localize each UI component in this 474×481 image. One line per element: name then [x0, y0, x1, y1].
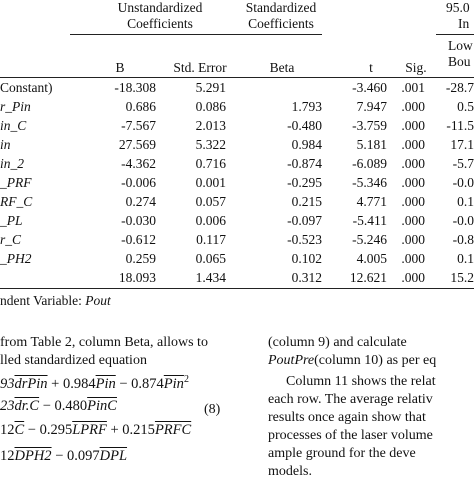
cell-sig: .000	[401, 251, 425, 266]
row-label: _PH2	[0, 251, 32, 266]
cell-b: -7.567	[121, 118, 156, 133]
eq3-var2: LPRF	[72, 422, 107, 438]
cell-std-error: 0.065	[195, 251, 226, 266]
cell-sig: .000	[401, 194, 425, 209]
cell-std-error: 5.291	[195, 80, 226, 95]
header-rule-unstandardized	[70, 34, 232, 35]
row-label: Constant)	[0, 80, 53, 95]
equation-number: (8)	[204, 402, 221, 417]
cell-lower-bound: -28.7	[445, 80, 474, 95]
cell-std-error: 2.013	[195, 118, 226, 133]
cell-sig: .000	[401, 270, 425, 285]
header-unstandardized-line2: Coefficients	[127, 16, 193, 31]
body-text-right-line6: processes of the laser volume	[268, 428, 433, 443]
row-label: _PRF	[0, 175, 32, 190]
cell-b: 27.569	[118, 137, 156, 152]
cell-std-error: 0.117	[196, 232, 226, 247]
body-text-right-line5: results once again show that	[268, 410, 426, 425]
footnote-variable: Pout	[85, 293, 111, 308]
cell-sig: .000	[401, 137, 425, 152]
cell-beta: 0.312	[291, 270, 322, 285]
equation-line-1	[0, 374, 189, 393]
header-lower-line2: Bou	[448, 54, 471, 69]
cell-sig: .000	[401, 232, 425, 247]
right-line2-rest: (column 10) as per eq	[314, 353, 437, 368]
cell-std-error: 0.716	[195, 156, 226, 171]
eq4-coef: 12	[0, 448, 15, 464]
cell-b: 0.274	[125, 194, 156, 209]
cell-sig: .000	[401, 118, 425, 133]
cell-std-error: 5.322	[195, 137, 226, 152]
eq2-coef: 23	[0, 398, 15, 414]
cell-lower-bound: -11.5	[446, 118, 474, 133]
body-text-right-line4: each row. The average relativ	[268, 392, 433, 407]
eq3-var3: PRFC	[154, 422, 192, 438]
cell-lower-bound: -0.0	[452, 213, 474, 228]
table-footnote	[0, 291, 111, 310]
cell-lower-bound: 15.2	[450, 270, 474, 285]
body-text-right-line7: ample ground for the deve	[268, 446, 416, 461]
eq1-exponent: 2	[183, 374, 189, 385]
eq3-var1: $\overline{C}$	[14, 422, 25, 438]
eq4-var1: DPH2	[14, 448, 52, 464]
eq2-term2: − 0.480	[39, 398, 88, 414]
cell-beta: 1.793	[291, 99, 322, 114]
cell-b: -0.006	[121, 175, 156, 190]
equation-line-4	[0, 448, 127, 465]
cell-sig: .000	[401, 213, 425, 228]
cell-beta: -0.295	[287, 175, 322, 190]
eq3-coef: 12	[0, 422, 15, 438]
row-label: _PL	[0, 213, 23, 228]
cell-lower-bound: -0.8	[452, 232, 474, 247]
header-standardized-line1: Standardized	[245, 0, 317, 15]
eq2-var1: dr.C	[14, 398, 40, 414]
row-label: in_2	[0, 156, 25, 171]
cell-t: -3.460	[352, 80, 387, 95]
eq1-term3: − 0.874	[115, 375, 164, 392]
body-text-right-line3: Column 11 shows the relat	[286, 374, 436, 389]
header-standardized-line2: Coefficients	[248, 16, 314, 31]
header-ci-line1: 95.0	[446, 0, 470, 15]
cell-beta: -0.874	[287, 156, 322, 171]
cell-lower-bound: 0.5	[457, 99, 474, 114]
column-beta: Beta	[269, 60, 295, 75]
cell-t: -5.411	[352, 213, 387, 228]
footnote-prefix: ndent Variable:	[0, 293, 86, 308]
cell-b: 18.093	[118, 270, 156, 285]
cell-t: -6.089	[352, 156, 387, 171]
cell-b: 0.686	[125, 99, 156, 114]
body-text-right-line8: models.	[268, 464, 312, 479]
cell-lower-bound: -5.7	[452, 156, 474, 171]
column-b: B	[115, 60, 125, 75]
eq3-term2: − 0.295	[24, 422, 73, 438]
column-std-error: Std. Error	[173, 60, 227, 75]
cell-b: -0.612	[121, 232, 156, 247]
cell-std-error: 0.006	[195, 213, 226, 228]
cell-b: 0.259	[125, 251, 156, 266]
cell-lower-bound: 17.1	[450, 137, 474, 152]
header-unstandardized	[100, 0, 220, 32]
body-text-left-line2: lled standardized equation	[0, 353, 147, 368]
eq4-var2: $\overline{DPL}$	[99, 448, 128, 464]
equation-line-3	[0, 422, 191, 439]
cell-t: 12.621	[349, 270, 387, 285]
cell-std-error: 0.057	[195, 194, 226, 209]
row-label: r_C	[0, 232, 22, 247]
row-label: RF_C	[0, 194, 33, 209]
eq2-var2: PinC	[87, 398, 117, 414]
cell-beta: -0.480	[287, 118, 322, 133]
eq1-term2: + 0.984	[47, 375, 96, 392]
header-confidence-interval	[436, 0, 474, 32]
eq1-var1: drPin	[14, 375, 48, 392]
eq3-term3: + 0.215	[106, 422, 155, 438]
cell-beta: 0.984	[291, 137, 322, 152]
cell-t: 4.005	[356, 251, 387, 266]
body-text-right-line1: (column 9) and calculate	[268, 335, 407, 350]
row-label: in	[0, 137, 11, 152]
cell-t: 4.771	[356, 194, 387, 209]
cell-t: -3.759	[352, 118, 387, 133]
cell-b: -0.030	[121, 213, 156, 228]
header-lower-line1: Low	[448, 38, 473, 53]
cell-std-error: 1.434	[195, 270, 226, 285]
body-text-right-line2	[268, 352, 436, 370]
header-rule-ci	[436, 34, 474, 35]
cell-t: 7.947	[356, 99, 387, 114]
cell-std-error: 0.086	[195, 99, 226, 114]
eq1-var3: $\overline{Pin}$	[163, 375, 184, 392]
cell-std-error: 0.001	[195, 175, 226, 190]
eq1-coef: 93	[0, 375, 15, 392]
eq1-var2: $\overline{Pin}$	[95, 375, 116, 392]
row-label: in_C	[0, 118, 27, 133]
row-label: r_Pin	[0, 99, 31, 114]
equation-line-2	[0, 398, 117, 415]
cell-beta: 0.102	[291, 251, 322, 266]
header-unstandardized-line1: Unstandardized	[117, 0, 203, 15]
body-text-left-line1: from Table 2, column Beta, allows to	[0, 335, 208, 350]
cell-beta: -0.523	[287, 232, 322, 247]
header-ci-line2: In	[458, 16, 470, 31]
cell-lower-bound: 0.1	[457, 194, 474, 209]
column-sig: Sig.	[405, 60, 427, 75]
header-standardized	[228, 0, 334, 32]
cell-beta: -0.097	[287, 213, 322, 228]
cell-t: 5.181	[356, 137, 387, 152]
right-line2-variable: PoutPre	[268, 353, 315, 368]
cell-sig: .000	[401, 156, 425, 171]
column-t: t	[369, 60, 373, 75]
cell-lower-bound: -0.0	[452, 175, 474, 190]
eq4-term2: − 0.097	[51, 448, 100, 464]
cell-beta: 0.215	[291, 194, 322, 209]
cell-sig: .000	[401, 175, 425, 190]
table-bottom-rule	[0, 288, 474, 289]
header-rule-standardized	[232, 34, 322, 35]
cell-t: -5.246	[352, 232, 387, 247]
cell-t: -5.346	[352, 175, 387, 190]
cell-sig: .000	[401, 99, 425, 114]
cell-lower-bound: 0.1	[457, 251, 474, 266]
cell-sig: .001	[401, 80, 425, 95]
cell-b: -18.308	[114, 80, 156, 95]
cell-b: -4.362	[121, 156, 156, 171]
header-lower-bound	[438, 38, 474, 70]
